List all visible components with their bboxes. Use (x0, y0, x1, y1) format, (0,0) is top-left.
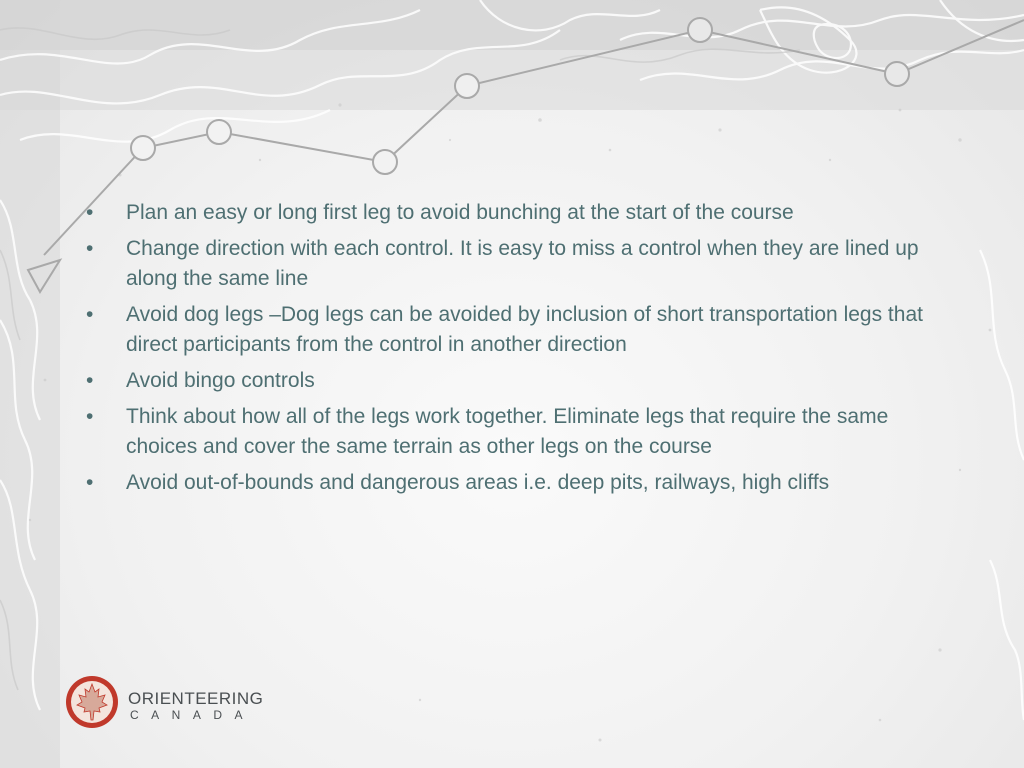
control-circle-icon (688, 18, 712, 42)
list-item (86, 402, 936, 462)
contour-line (990, 560, 1024, 720)
bullet-icon: • (86, 201, 94, 224)
speckle (958, 138, 961, 141)
speckle (609, 149, 612, 152)
bullet-text: Change direction with each control. It is easy to miss a control when they are lined up along the same line (126, 237, 919, 290)
bullet-text: Plan an easy or long first leg to avoid bunching at the start of the course (126, 201, 794, 224)
control-circle-icon (207, 120, 231, 144)
bullet-text: Avoid out-of-bounds and dangerous areas i.e. deep pits, railways, high cliffs (126, 471, 830, 494)
speckle (599, 739, 602, 742)
contour-line (20, 110, 330, 142)
control-circle-icon (455, 74, 479, 98)
list-item (86, 468, 936, 498)
bullet-icon: • (86, 405, 94, 428)
speckle (829, 159, 831, 161)
speckle (899, 109, 902, 112)
control-circle-icon (885, 62, 909, 86)
logo-subtitle: CANADA (130, 708, 256, 722)
speckle (718, 128, 721, 131)
list-item (86, 366, 936, 396)
speckle (338, 103, 341, 106)
speckle (989, 329, 992, 332)
bullet-icon: • (86, 369, 94, 392)
control-circle-icon (373, 150, 397, 174)
speckle (419, 699, 421, 701)
contour-line (980, 250, 1024, 460)
speckle (959, 469, 961, 471)
bullet-list (86, 198, 936, 504)
list-item (86, 300, 936, 360)
orienteering-canada-logo (64, 674, 264, 734)
speckle (29, 519, 31, 521)
grunge-left-edge (0, 0, 60, 768)
bullet-icon: • (86, 237, 94, 260)
speckle (259, 159, 261, 161)
speckle (449, 139, 451, 141)
maple-leaf-logo-icon (64, 674, 120, 730)
control-circle-icon (131, 136, 155, 160)
logo-wordmark: ORIENTEERING (128, 689, 264, 708)
speckle (879, 719, 882, 722)
speckle (538, 118, 542, 122)
bullet-text: Avoid dog legs –Dog legs can be avoided by inclusion of short transportation legs that direct participants from the control in another direction (126, 303, 923, 356)
list-item (86, 234, 936, 294)
speckle (938, 648, 941, 651)
bullet-text: Think about how all of the legs work together. Eliminate legs that require the same choices and cover the same terrain as other legs on the course (126, 405, 889, 458)
speckle (44, 379, 47, 382)
bullet-icon: • (86, 471, 94, 494)
bullet-text: Avoid bingo controls (126, 369, 315, 392)
bullet-icon: • (86, 303, 94, 326)
list-item (86, 198, 936, 228)
